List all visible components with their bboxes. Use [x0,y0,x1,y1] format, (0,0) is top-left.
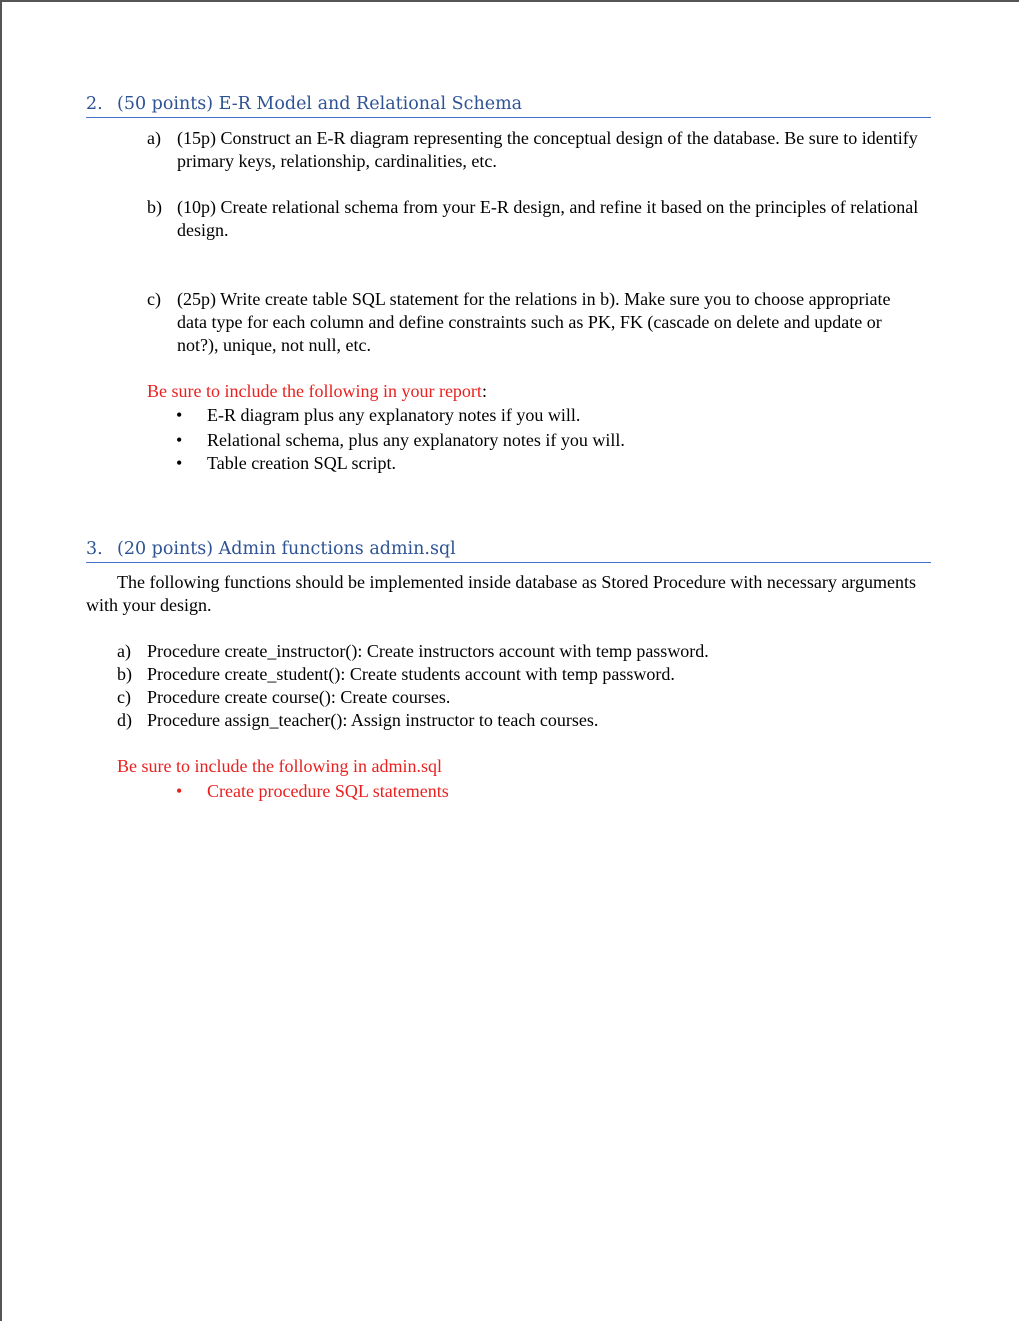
bullet-icon: • [176,781,183,801]
bullet-text: Relational schema, plus any explanatory notes if you will. [207,430,625,450]
section-3-bullet [176,780,449,803]
item-text: (10p) Create relational schema from your E-R design, and refine it based on the principles of relational design. [177,197,919,240]
section-2-item-c [147,288,907,357]
item-label: a) [147,128,161,148]
section-3-item-d [117,709,907,732]
section-3-number: 3. [86,539,103,559]
bullet-icon: • [176,453,183,473]
section-3-item-b [117,663,907,686]
section-2-heading [86,93,931,118]
item-text: Procedure create course(): Create courses. [147,687,451,707]
item-text: Procedure create_student(): Create students account with temp password. [147,664,675,684]
report-note-colon: : [481,381,487,401]
section-3-admin-note: Be sure to include the following in admin.sql [117,756,442,776]
section-2-title: (50 points) E-R Model and Relational Schema [117,94,523,114]
item-label: c) [147,289,161,309]
item-label: d) [117,710,132,730]
report-note-text: Be sure to include the following in your report [147,381,482,401]
section-2-bullet [176,452,396,475]
bullet-text: Create procedure SQL statements [207,781,449,801]
section-3-heading [86,538,931,563]
bullet-text: Table creation SQL script. [207,453,397,473]
section-2-bullet [176,404,580,427]
section-3-intro: The following functions should be implemented inside database as Stored Procedure with necessary arguments with your design. [86,572,916,615]
section-2-number: 2. [86,94,103,114]
bullet-icon: • [176,430,183,450]
section-2-report-note [147,380,487,403]
section-3-title: (20 points) Admin functions admin.sql [117,539,456,559]
item-text: Procedure assign_teacher(): Assign instructor to teach courses. [147,710,599,730]
section-3-item-a [117,640,907,663]
item-label: c) [117,687,131,707]
bullet-icon: • [176,405,183,425]
item-text: Procedure create_instructor(): Create instructors account with temp password. [147,641,709,661]
item-text: (15p) Construct an E-R diagram representing the conceptual design of the database. Be sure to identify primary keys, relationship, cardinalities, etc. [177,128,918,171]
item-label: a) [117,641,131,661]
section-3-item-c [117,686,907,709]
item-text: (25p) Write create table SQL statement for the relations in b). Make sure you to choose appropriate data type for each column and define constraints such as PK, FK (cascade on delete and update or not?), unique, not null, etc. [177,289,891,355]
item-label: b) [117,664,132,684]
section-2-bullet [176,429,625,452]
section-2-item-b [147,196,937,242]
bullet-text: E-R diagram plus any explanatory notes if you will. [207,405,581,425]
section-2-item-a [147,127,937,173]
item-label: b) [147,197,162,217]
